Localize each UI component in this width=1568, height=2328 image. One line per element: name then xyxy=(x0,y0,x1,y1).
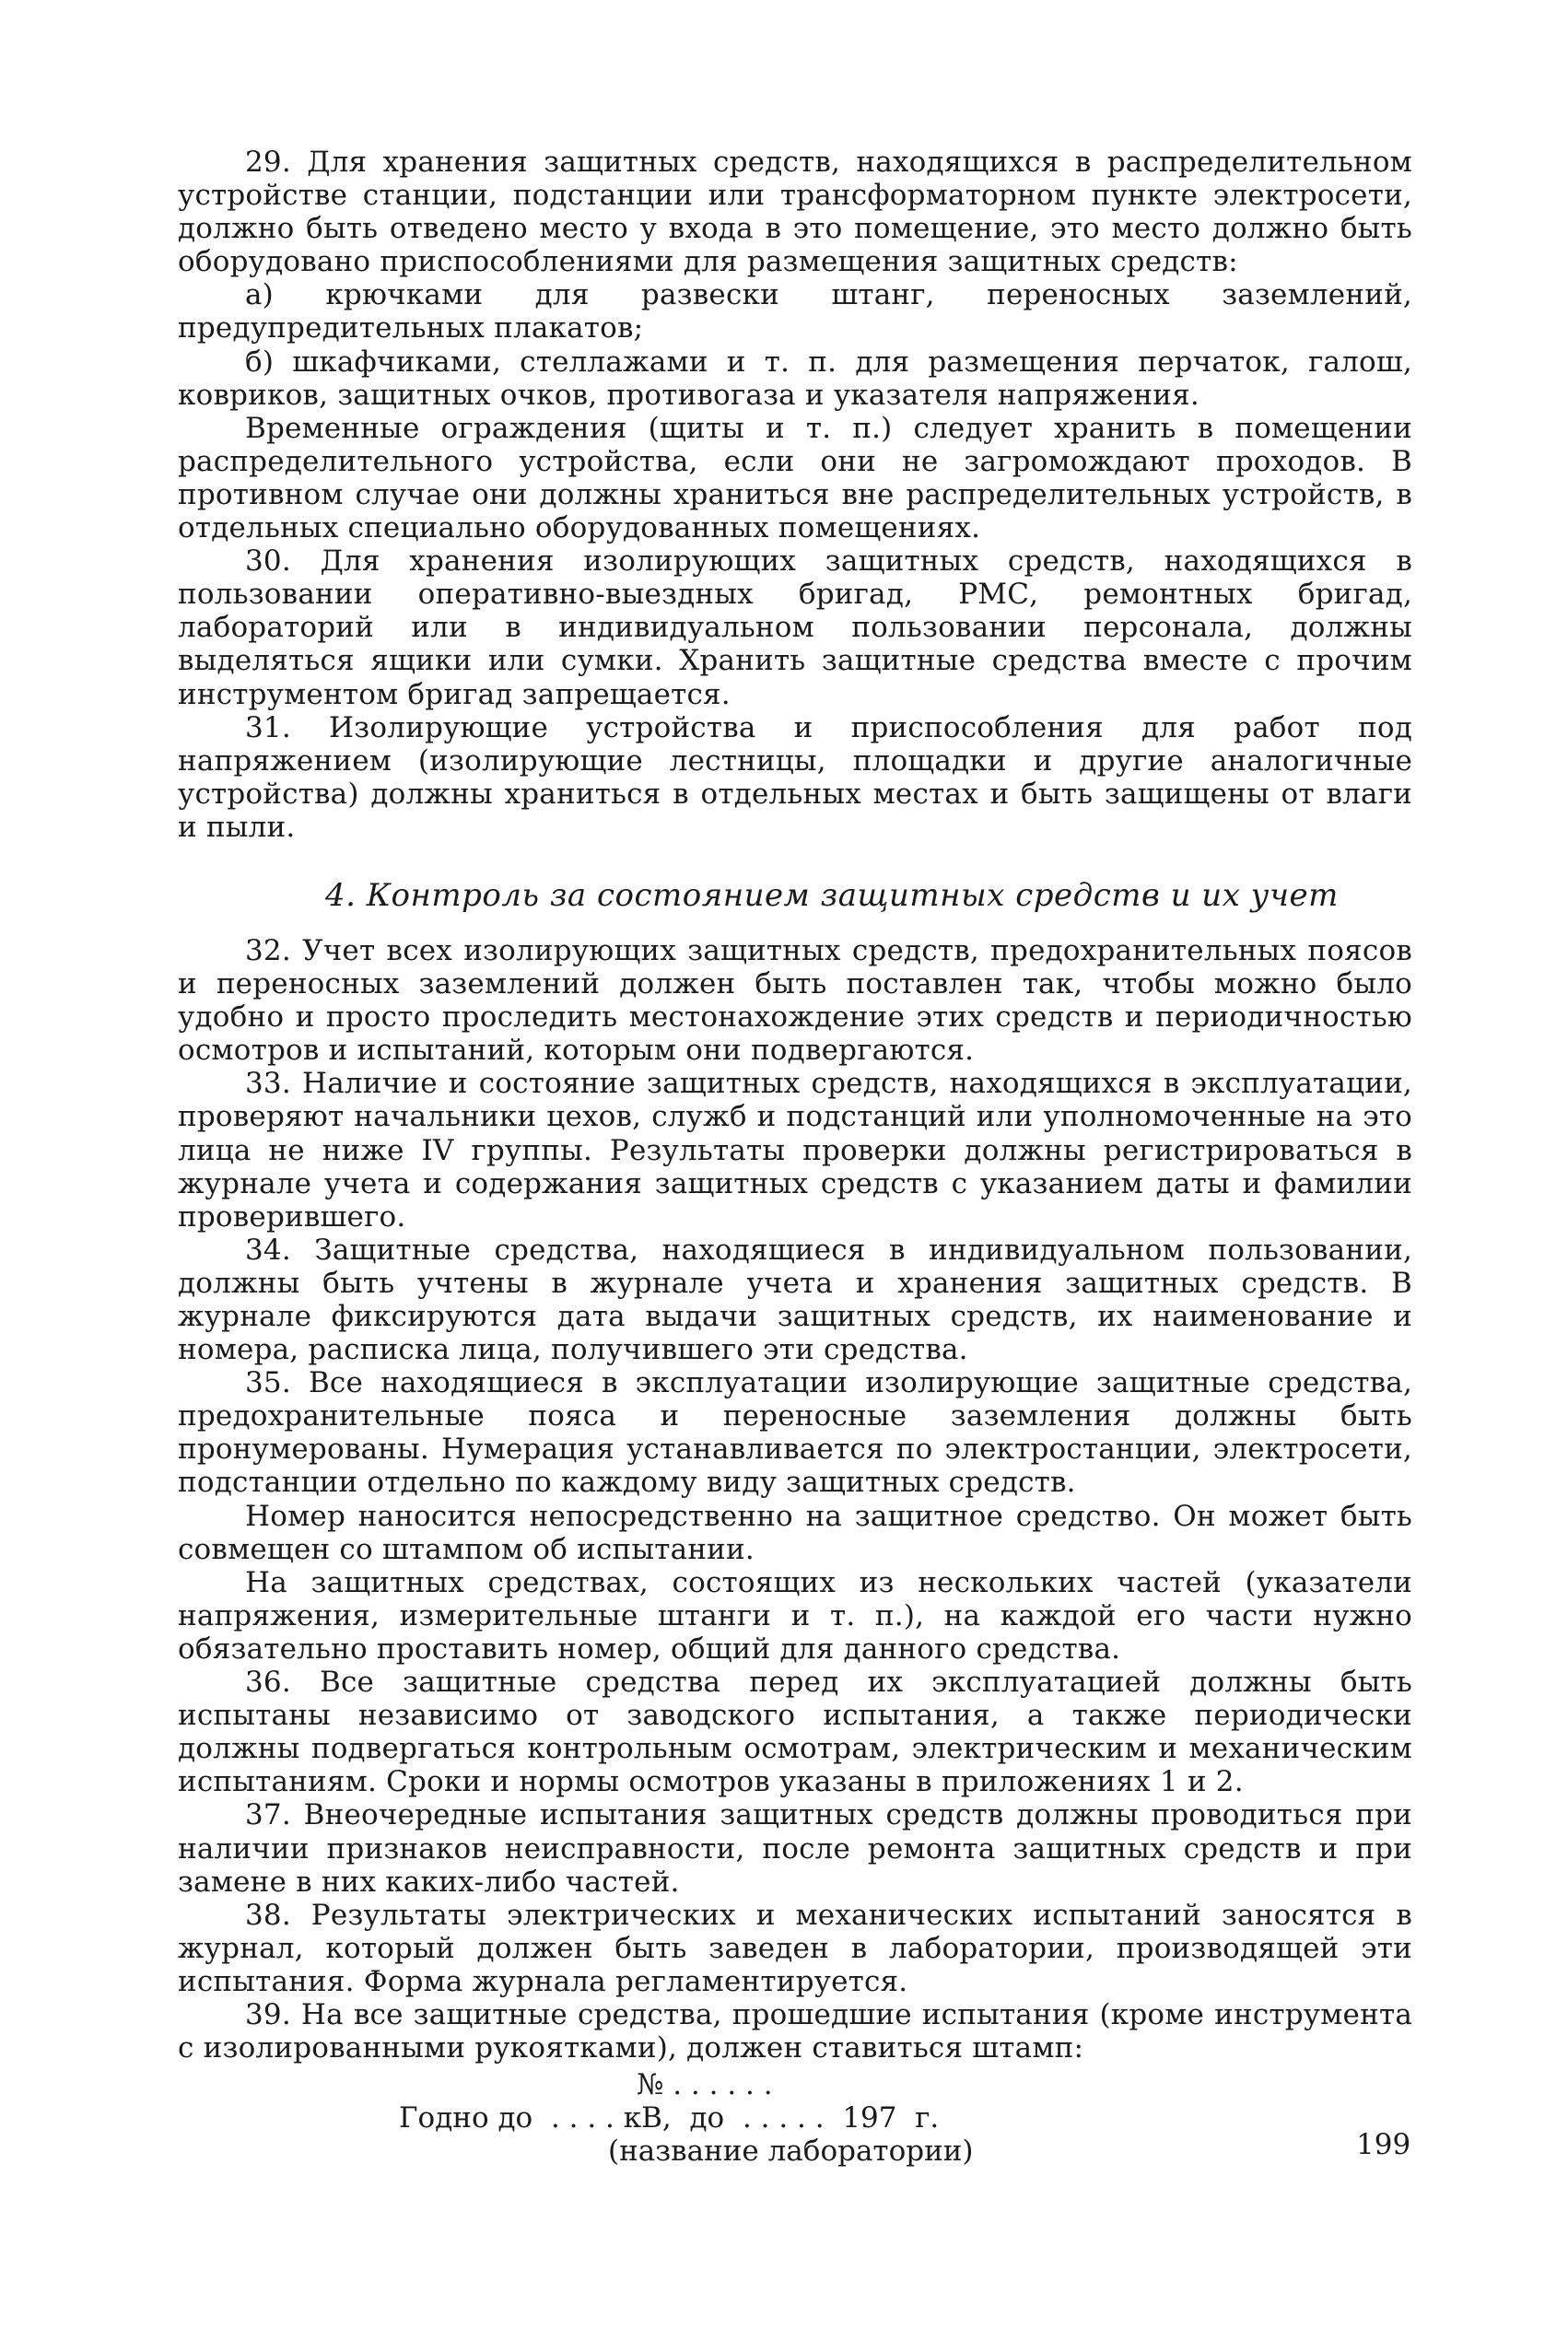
paragraph: 35. Все находящиеся в эксплуатации изолирующие защитные средства, предохранительные пояса и переносные заземления должны быть пронумерованы. Нумерация устанавливается по электростанции, электросети, подстанции отдельно по каждому виду защитных средств. xyxy=(178,1366,1412,1500)
paragraph: 38. Результаты электрических и механических испытаний заносятся в журнал, который должен быть заведен в лаборатории, производящей эти испытания. Форма журнала регламентируется. xyxy=(178,1898,1412,1998)
text-block-control xyxy=(178,934,1412,2065)
paragraph: а) крючками для развески штанг, переносных заземлений, предупредительных плакатов; xyxy=(178,278,1412,345)
paragraph: б) шкафчиками, стеллажами и т. п. для размещения перчаток, галош, ковриков, защитных очков, противогаза и указателя напряжения. xyxy=(178,345,1412,412)
paragraph: 34. Защитные средства, находящиеся в индивидуальном пользовании, должны быть учтены в журнале учета и хранения защитных средств. В журнале фиксируются дата выдачи защитных средств, их наименование и номера, расписка лица, получившего эти средства. xyxy=(178,1233,1412,1367)
paragraph: 29. Для хранения защитных средств, находящихся в распределительном устройстве станции, подстанции или трансформаторном пункте электросети, должно быть отведено место у входа в это помещение, это место должно быть оборудовано приспособлениями для размещения защитных средств: xyxy=(178,146,1412,279)
paragraph: 31. Изолирующие устройства и приспособления для работ под напряжением (изолирующие лестницы, площадки и другие аналогичные устройства) должны храниться в отдельных местах и быть защищены от влаги и пыли. xyxy=(178,710,1412,844)
paragraph: 36. Все защитные средства перед их эксплуатацией должны быть испытаны независимо от заводского испытания, а также периодически должны подвергаться контрольным осмотрам, электрическим и механическим испытаниям. Сроки и нормы осмотров указаны в приложениях 1 и 2. xyxy=(178,1666,1412,1799)
page-number: 199 xyxy=(1356,2128,1411,2161)
stamp-lab-line: (название лаборатории) xyxy=(608,2135,974,2169)
stamp-number-line: № . . . . . . xyxy=(637,2068,773,2102)
stamp-template xyxy=(178,2068,1412,2168)
document-page xyxy=(178,146,1412,2168)
paragraph: 32. Учет всех изолирующих защитных средств, предохранительных поясов и переносных заземлений должен быть поставлен так, чтобы можно было удобно и просто проследить местонахождение этих средств и периодичностью осмотров и испытаний, которым они подвергаются. xyxy=(178,933,1412,1068)
paragraph: На защитных средствах, состоящих из нескольких частей (указатели напряжения, измерительные штанги и т. п.), на каждой его части нужно обязательно проставить номер, общий для данного средства. xyxy=(178,1565,1412,1666)
section-heading: 4. Контроль за состоянием защитных средств и их учет xyxy=(325,876,1339,914)
stamp-valid-line: Годно до . . . . кВ, до . . . . . 197 г. xyxy=(399,2101,940,2135)
paragraph: 30. Для хранения изолирующих защитных средств, находящихся в пользовании оперативно-выездных бригад, РМС, ремонтных бригад, лабораторий или в индивидуальном пользовании персонала, должны выделяться ящики или сумки. Хранить защитные средства вместе с прочим инструментом бригад запрещается. xyxy=(178,544,1412,711)
paragraph: 37. Внеочередные испытания защитных средств должны проводиться при наличии признаков неисправности, после ремонта защитных средств и при замене в них каких-либо частей. xyxy=(178,1798,1412,1899)
paragraph: 33. Наличие и состояние защитных средств, находящихся в эксплуатации, проверяют начальники цехов, служб и подстанций или уполномоченные на это лица не ниже IV группы. Результаты проверки должны регистрироваться в журнале учета и содержания защитных средств с указанием даты и фамилии проверившего. xyxy=(178,1067,1412,1234)
paragraph: Временные ограждения (щиты и т. п.) следует хранить в помещении распределительного устройства, если они не загромождают проходов. В противном случае они должны храниться вне распределительных устройств, в отдельных специально оборудованных помещениях. xyxy=(178,411,1412,545)
paragraph: Номер наносится непосредственно на защитное средство. Он может быть совмещен со штампом об испытании. xyxy=(178,1499,1412,1566)
text-block-storage xyxy=(178,146,1412,844)
paragraph: 39. На все защитные средства, прошедшие испытания (кроме инструмента с изолированными рукоятками), должен ставиться штамп: xyxy=(178,1997,1412,2065)
